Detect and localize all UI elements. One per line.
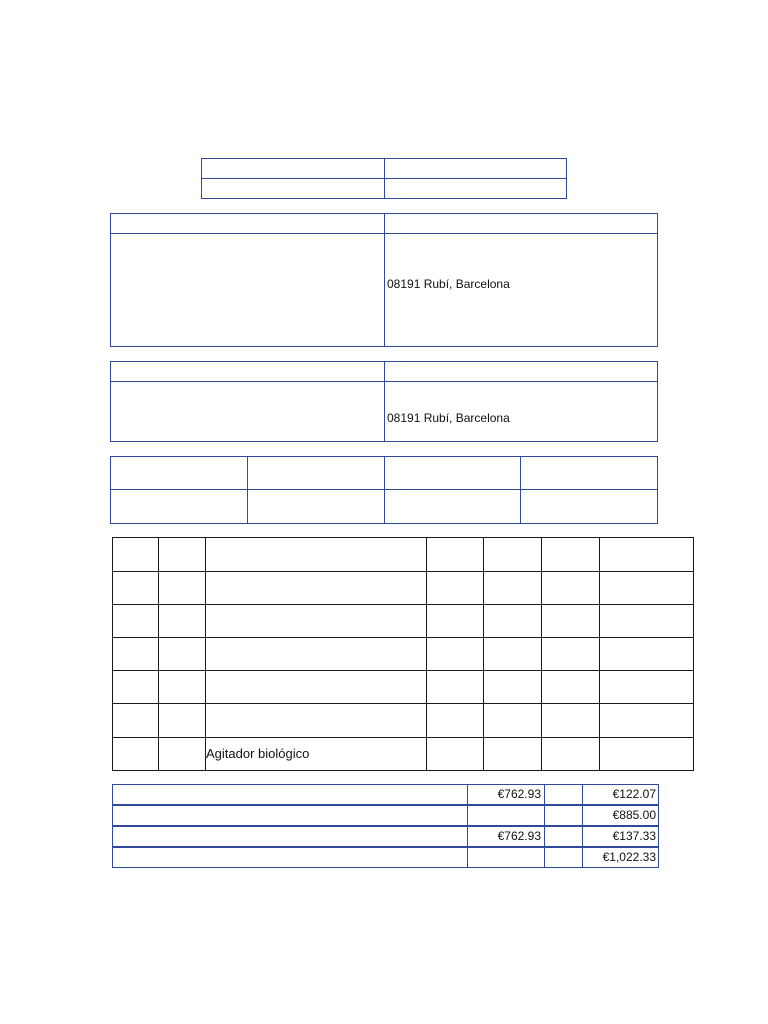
document-info-column-divider-3 xyxy=(520,456,521,524)
totals-row4-amount: €1,022.33 xyxy=(602,850,656,864)
recipient-block-column-divider xyxy=(384,213,385,347)
items-row-divider-5 xyxy=(112,703,694,704)
items-table xyxy=(112,537,694,771)
items-column-divider-4 xyxy=(483,537,484,771)
document-info-column-divider-1 xyxy=(247,456,248,524)
totals-column-divider-2 xyxy=(544,784,545,868)
totals-row2-amount: €885.00 xyxy=(612,808,656,822)
items-row-divider-3 xyxy=(112,637,694,638)
document-header-column-divider xyxy=(384,158,385,199)
shipping-address-line: 08191 Rubí, Barcelona xyxy=(387,411,510,425)
totals-row-divider-3 xyxy=(112,846,659,848)
items-row-divider-4 xyxy=(112,670,694,671)
items-row-divider-1 xyxy=(112,571,694,572)
items-column-divider-1 xyxy=(158,537,159,771)
totals-row1-amount: €122.07 xyxy=(612,787,656,801)
shipping-block-column-divider xyxy=(384,361,385,442)
items-column-divider-5 xyxy=(541,537,542,771)
document-info-column-divider-2 xyxy=(384,456,385,524)
recipient-address-line: 08191 Rubí, Barcelona xyxy=(387,277,510,291)
totals-row1-base: €762.93 xyxy=(497,787,541,801)
totals-row3-base: €762.93 xyxy=(497,829,541,843)
totals-row-divider-2 xyxy=(112,825,659,827)
items-row-divider-2 xyxy=(112,604,694,605)
items-column-divider-3 xyxy=(426,537,427,771)
totals-row-divider-1 xyxy=(112,804,659,806)
items-column-divider-2 xyxy=(205,537,206,771)
items-column-divider-6 xyxy=(599,537,600,771)
item-description: Agitador biológico xyxy=(206,746,310,761)
items-row-divider-6 xyxy=(112,737,694,738)
totals-row3-amount: €137.33 xyxy=(612,829,656,843)
